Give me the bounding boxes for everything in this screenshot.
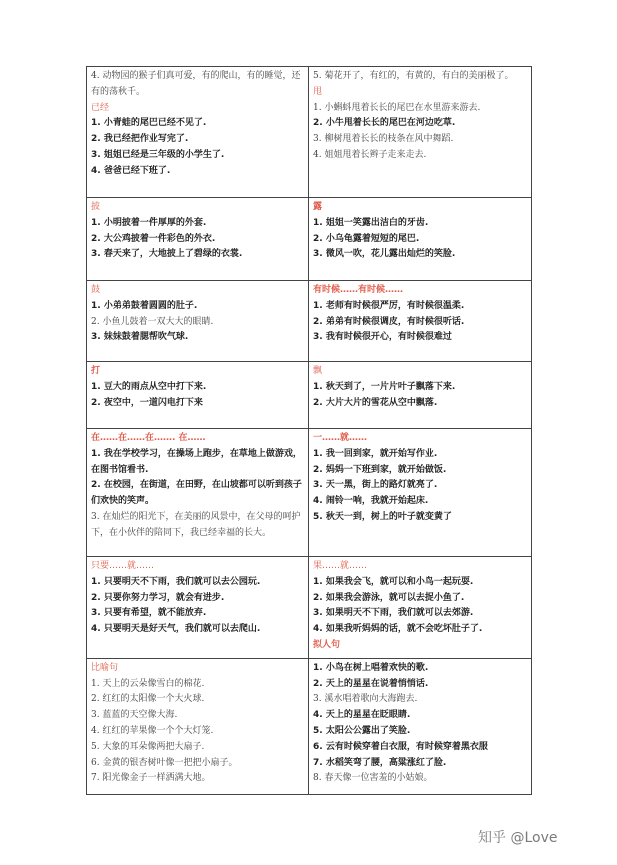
sentence-line: 1. 小鸟在树上唱着欢快的歌.: [313, 662, 429, 673]
sentence-line: 4. 动物园的猴子们真可爱，有的爬山，有的睡觉，还有的荡秋千。: [91, 71, 301, 97]
section-heading: 拟人句: [313, 639, 341, 650]
cell-right: [309, 429, 532, 557]
table-row: [87, 198, 532, 281]
cell-right: [309, 67, 532, 198]
sentence-line: 3. 妹妹鼓着腮帮吹气球.: [91, 332, 189, 343]
sentence-line: 2. 妈妈一下班到家，就开始做饭.: [313, 464, 447, 475]
sentence-line: 4. 姐姐甩着长辫子走来走去.: [313, 149, 427, 160]
sentence-line: 5. 秋天一到，树上的叶子就变黄了: [313, 511, 452, 522]
sentence-line: 2. 红红的太阳像一个大火球.: [91, 694, 205, 705]
table-row: [87, 67, 532, 198]
cell-right: [309, 198, 532, 281]
sentence-line: 4. 如果我听妈妈的话，就不会吃坏肚子了.: [313, 624, 483, 635]
cell-left: [87, 281, 309, 362]
table-row: [87, 658, 532, 794]
table-row: [87, 557, 532, 659]
table-row: [87, 362, 532, 429]
sentence-line: 1. 如果我会飞，就可以和小鸟一起玩耍.: [313, 576, 474, 587]
section-heading: 露: [313, 202, 323, 212]
watermark: 知乎 @Love: [478, 830, 558, 846]
cell-left: [87, 658, 309, 794]
sentence-line: 8. 春天像一位害羞的小姑娘。: [313, 773, 433, 784]
sentence-line: 7. 水稻笑弯了腰，高粱涨红了脸.: [313, 757, 447, 768]
cell-left: [87, 362, 309, 429]
sentence-line: 2. 弟弟有时候很调皮，有时候很听话.: [313, 316, 465, 327]
section-heading: 有时候……有时候……: [313, 285, 404, 295]
sentence-line: 2. 天上的星星在说着悄悄话.: [313, 678, 429, 689]
sentence-line: 1. 小弟弟鼓着圆圆的肚子.: [91, 300, 198, 311]
sentence-line: 2. 在校园，在街道，在田野，在山坡都可以听到孩子们欢快的笑声。: [91, 480, 302, 507]
cell-left: [87, 67, 309, 198]
table-row: [87, 281, 532, 362]
sentence-line: 1. 姐姐一笑露出洁白的牙齿.: [313, 217, 429, 228]
sentence-line: 5. 大象的耳朵像两把大扇子.: [91, 741, 205, 752]
sentence-line: 3. 蓝蓝的天空像大海.: [91, 710, 178, 721]
sentence-line: 1. 老师有时候很严厉，有时候很温柔.: [313, 300, 465, 311]
section-heading: 只要……就……: [91, 561, 155, 571]
table-row: [87, 429, 532, 557]
sentence-line: 1. 豆大的雨点从空中打下来.: [91, 381, 207, 392]
sentence-line: 3. 姐姐已经是三年级的小学生了.: [91, 149, 225, 160]
cell-left: [87, 429, 309, 557]
sentence-line: 4. 红红的苹果像一个个大灯笼.: [91, 725, 214, 736]
sentence-line: 1. 我一回到家，就开始写作业.: [313, 448, 438, 459]
cell-left: [87, 198, 309, 281]
cell-right: [309, 658, 532, 794]
section-heading: 打: [91, 366, 101, 376]
cell-right: [309, 281, 532, 362]
sentence-line: 3. 春天来了，大地披上了碧绿的衣裳.: [91, 249, 243, 260]
section-heading: 已经: [91, 102, 110, 113]
sentence-line: 3. 天一黑，街上的路灯就亮了.: [313, 480, 438, 491]
sentence-line: 4. 闹铃一响，我就开始起床.: [313, 496, 429, 507]
sentence-line: 2. 大片大片的雪花从空中飘落.: [313, 397, 438, 408]
sentence-line: 1. 小蝌蚪甩着长长的尾巴在水里游来游去.: [313, 102, 481, 113]
section-heading: 在……在……在……. 在……: [91, 433, 206, 443]
worksheet-page: [86, 66, 531, 795]
section-heading: 甩: [313, 86, 323, 97]
cell-right: [309, 362, 532, 429]
sentence-line: 2. 如果我会游泳，就可以去捉小鱼了.: [313, 592, 465, 603]
sentence-line: 1. 秋天到了，一片片叶子飘落下来.: [313, 381, 456, 392]
sentence-line: 5. 菊花开了，有红的，有黄的，有白的美丽极了。: [313, 71, 514, 81]
sentence-line: 1. 小明披着一件厚厚的外套.: [91, 217, 207, 228]
sentence-line: 5. 太阳公公露出了笑脸.: [313, 725, 411, 736]
section-heading: 一……就……: [313, 433, 368, 443]
sentence-line: 3. 溪水唱着歌向大海跑去.: [313, 694, 418, 705]
sentence-line: 4. 天上的星星在眨眼睛.: [313, 710, 411, 721]
sentence-line: 7. 阳光像金子一样洒满大地。: [91, 773, 211, 784]
sentence-line: 2. 小乌龟露着短短的尾巴.: [313, 233, 420, 244]
cell-left: [87, 557, 309, 659]
sentence-line: 1. 小青蛙的尾巴已经不见了.: [91, 118, 207, 129]
sentence-line: 3. 我有时候很开心，有时候很难过: [313, 332, 452, 343]
sentence-line: 3. 柳树甩着长长的枝条在风中舞蹈.: [313, 134, 454, 145]
sentence-line: 4. 爸爸已经下班了.: [91, 165, 171, 176]
sentence-line: 4. 只要明天是好天气，我们就可以去爬山.: [91, 624, 261, 635]
sentence-line: 2. 小鱼儿鼓着一双大大的眼睛.: [91, 316, 214, 327]
section-heading: 披: [91, 202, 101, 212]
sentence-line: 2. 大公鸡披着一件彩色的外衣.: [91, 233, 216, 244]
sentence-line: 3. 只要有希望，就不能放弃.: [91, 608, 207, 619]
sentence-line: 2. 夜空中，一道闪电打下来: [91, 397, 203, 408]
section-heading: 飘: [313, 366, 323, 376]
section-heading: 果……就……: [313, 561, 368, 571]
sentence-line: 6. 云有时候穿着白衣服，有时候穿着黑衣服: [313, 741, 488, 752]
sentence-line: 3. 如果明天不下雨，我们就可以去郊游.: [313, 608, 474, 619]
cell-right: [309, 557, 532, 659]
sentence-line: 2. 小牛甩着长长的尾巴在河边吃草.: [313, 118, 456, 129]
sentence-line: 2. 只要你努力学习，就会有进步.: [91, 592, 225, 603]
sentence-line: 1. 只要明天不下雨，我们就可以去公园玩.: [91, 576, 261, 587]
sentence-line: 3. 微风一吹，花儿露出灿烂的笑脸.: [313, 249, 456, 260]
sentence-line: 3. 在灿烂的阳光下，在美丽的风景中，在父母的呵护下，在小伙伴的陪同下，我已经幸福的长大。: [91, 511, 301, 538]
section-heading: 鼓: [91, 285, 101, 295]
sentence-line: 1. 我在学校学习，在操场上跑步，在草地上做游戏，在图书馆看书.: [91, 448, 302, 475]
sentence-line: 2. 我已经把作业写完了.: [91, 134, 189, 145]
sentence-line: 1. 天上的云朵像雪白的棉花.: [91, 678, 205, 689]
section-heading: 比喻句: [91, 662, 119, 673]
sentence-line: 6. 金黄的银杏树叶像一把把小扇子。: [91, 757, 238, 768]
sentence-table: [86, 66, 532, 795]
